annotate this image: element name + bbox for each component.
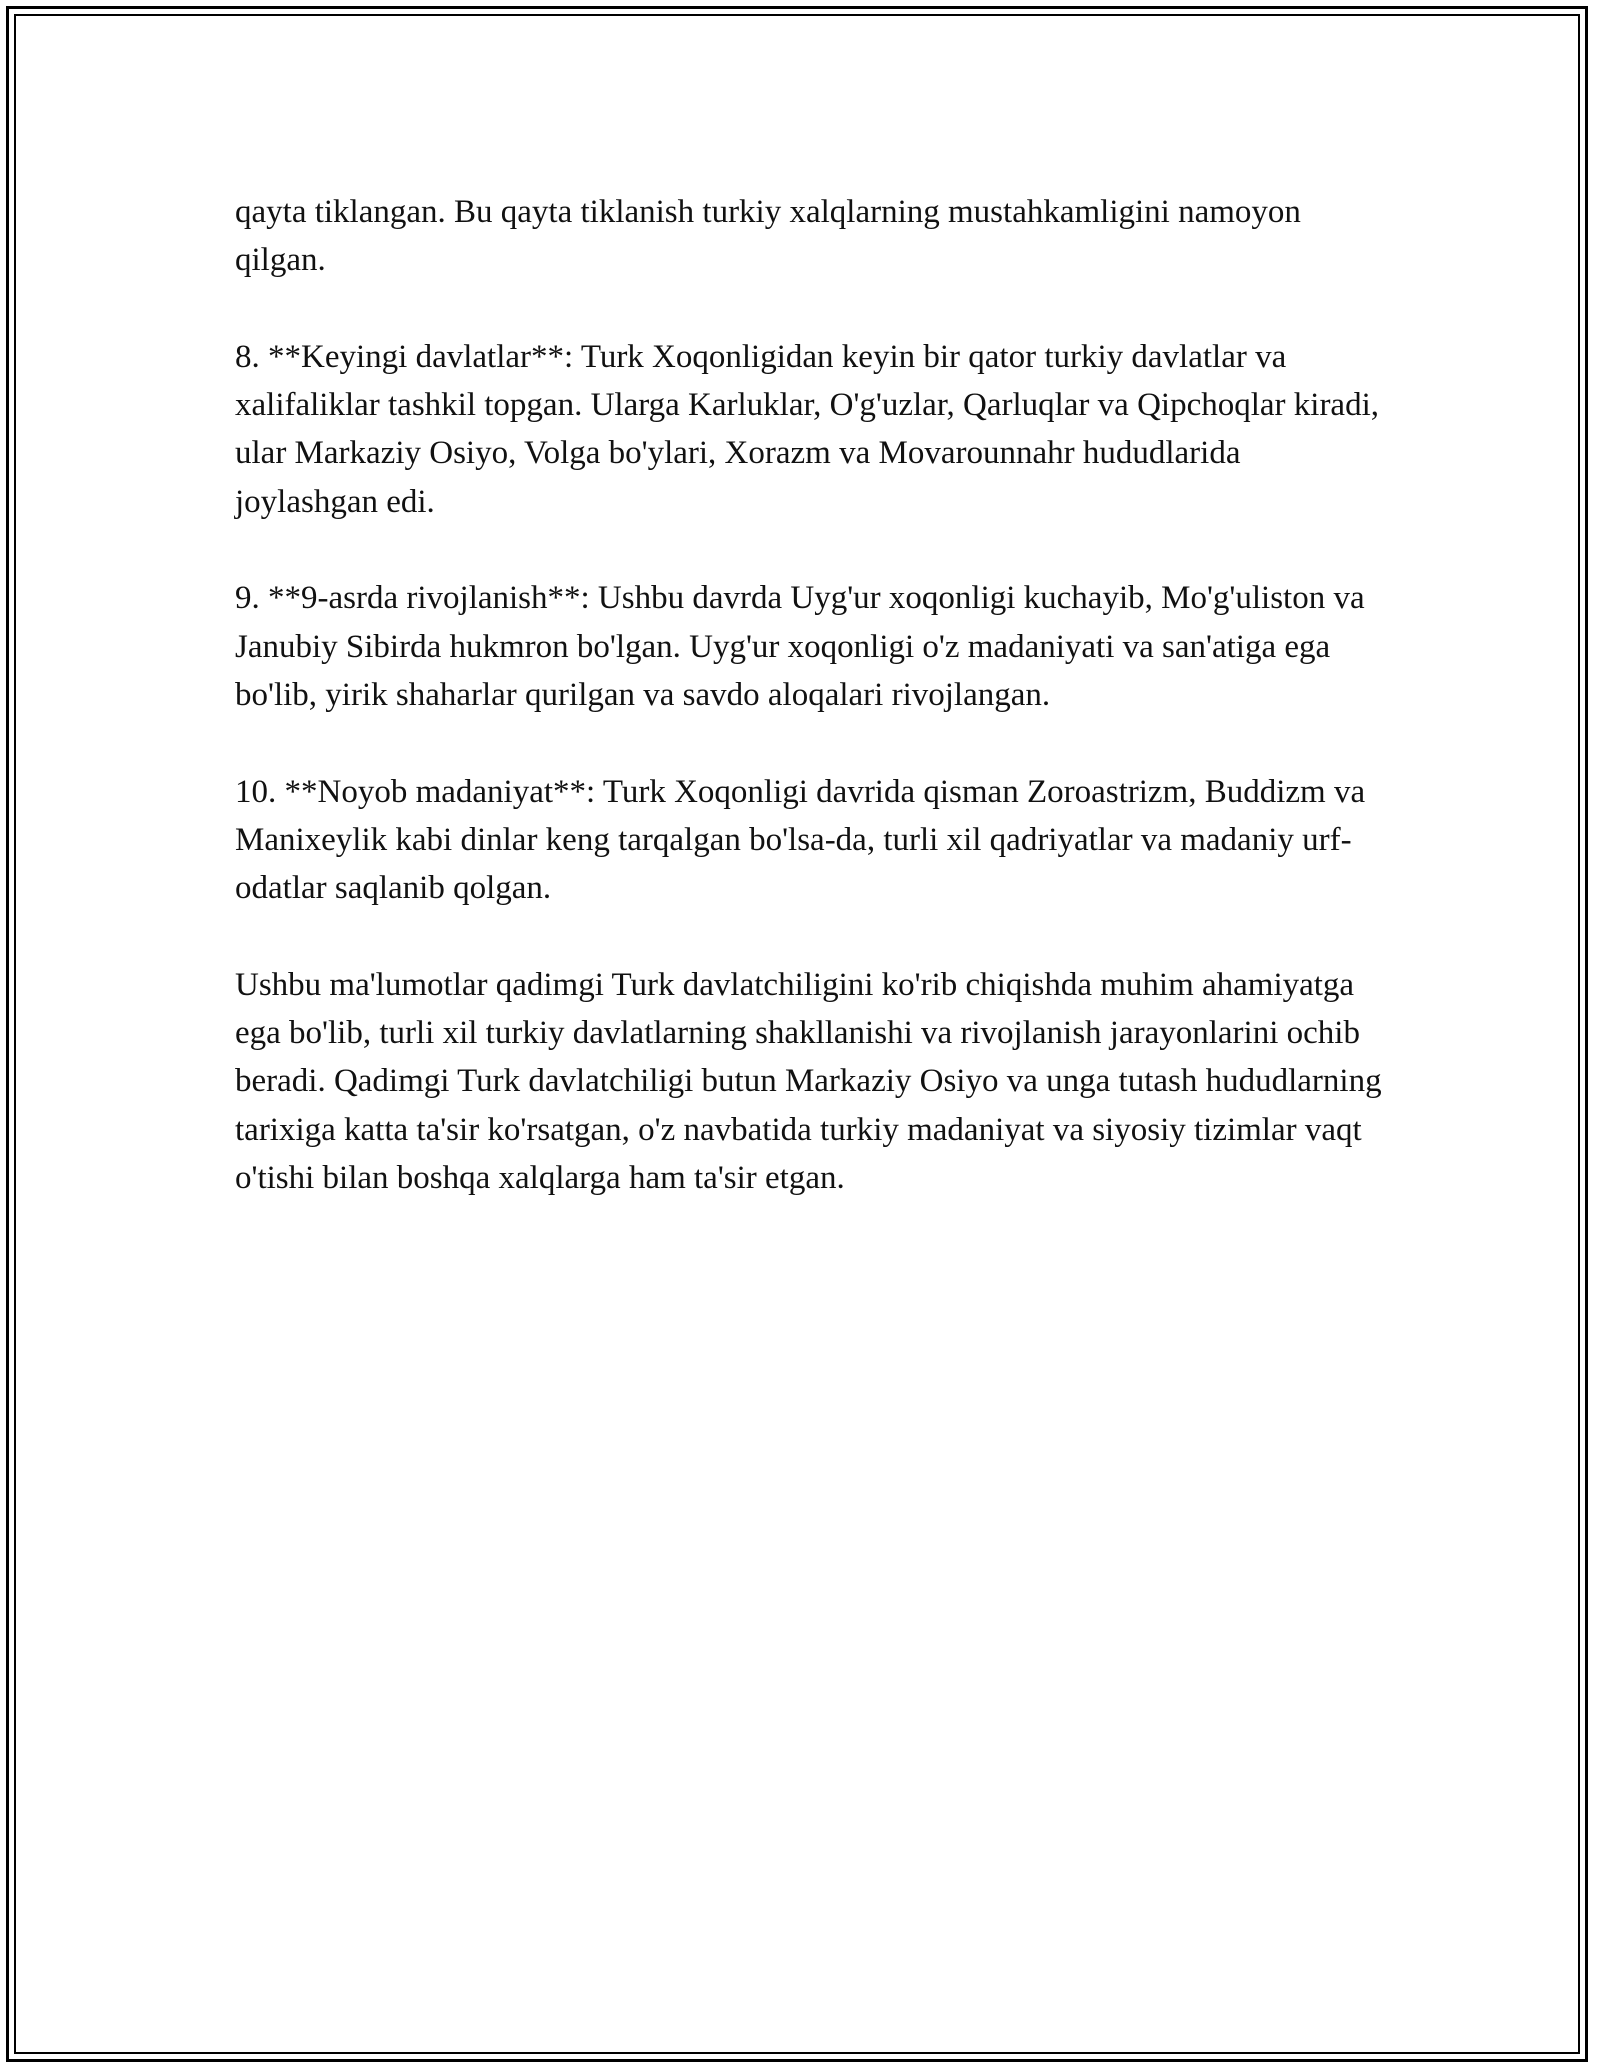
paragraph-conclusion: Ushbu ma'lumotlar qadimgi Turk davlatchiligini ko'rib chiqishda muhim ahamiyatga ega bo'lib, turli xil turkiy davlatlarning shakllanishi va rivojlanish jarayonlarini ochib beradi. Qadimgi Turk davlatchiligi butun Markaziy Osiyo va unga tutash hududlarning tarixiga katta ta'sir ko'rsatgan, o'z navbatida turkiy madaniyat va siyosiy tizimlar vaqt o'tishi bilan boshqa xalqlarga ham ta'sir etgan. <box>235 966 1382 1196</box>
document-body <box>235 188 1385 1251</box>
paragraph-item-8: 8. **Keyingi davlatlar**: Turk Xoqonligidan keyin bir qator turkiy davlatlar va xalifaliklar tashkil topgan. Ularga Karluklar, O'g'uzlar, Qarluqlar va Qipchoqlar kiradi, ular Markaziy Osiyo, Volga bo'ylari, Xorazm va Movarounnahr hududlarida joylashgan edi. <box>235 338 1379 520</box>
paragraph-item-10: 10. **Noyob madaniyat**: Turk Xoqonligi davrida qisman Zoroastrizm, Buddizm va Manixeylik kabi dinlar keng tarqalgan bo'lsa-da, turli xil qadriyatlar va madaniy urf-odatlar saqlanib qolgan. <box>235 773 1366 907</box>
paragraph-item-9: 9. **9-asrda rivojlanish**: Ushbu davrda Uyg'ur xoqonligi kuchayib, Mo'g'uliston va Janubiy Sibirda hukmron bo'lgan. Uyg'ur xoqonligi o'z madaniyati va san'atiga ega bo'lib, yirik shaharlar qurilgan va savdo aloqalari rivojlangan. <box>235 580 1365 713</box>
paragraph-continuation: qayta tiklangan. Bu qayta tiklanish turkiy xalqlarning mustahkamligini namoyon qilgan. <box>235 194 1301 279</box>
